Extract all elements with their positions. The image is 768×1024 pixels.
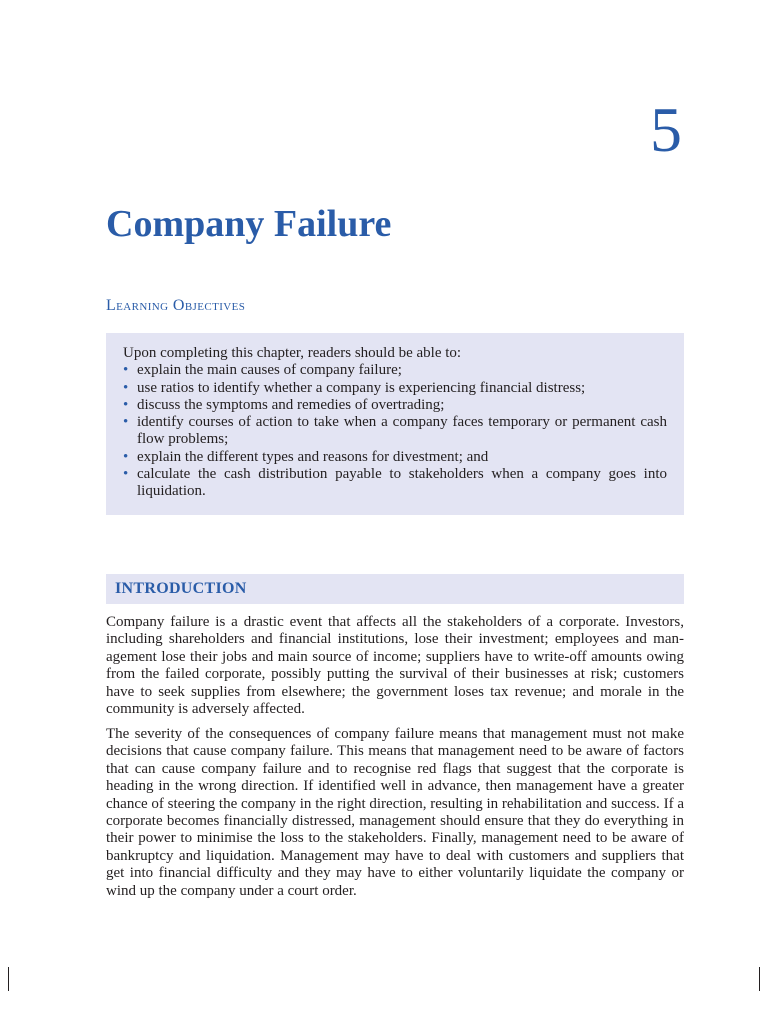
chapter-title: Company Failure xyxy=(106,203,392,245)
bullet-icon: • xyxy=(123,362,129,379)
bullet-icon: • xyxy=(123,448,129,465)
bullet-icon: • xyxy=(123,414,129,431)
body-paragraph-2 xyxy=(106,726,684,900)
chapter-number: 5 xyxy=(650,94,682,165)
body-paragraph-1 xyxy=(106,614,684,718)
introduction-heading: INTRODUCTION xyxy=(115,580,247,597)
paragraph-text: Company failure is a drastic event that affects all the stakeholders of a corporate. Investors, including shareholders and financial institutions, lose their investment; employees and management lose their jobs and main source of income; suppliers have to write-off amounts owing from the failed corporate, possibly putting the survival of their businesses at risk; customers have to seek supplies from elsewhere; the government loses tax revenue; and morale in the community is adversely affected. xyxy=(106,614,684,718)
paragraph-text: The severity of the consequences of company failure means that management must not make decisions that cause company failure. This means that management need to be aware of factors that can cause company failure and to recognise red flags that suggest that the corporate is heading in the wrong direction. If identified well in advance, then management have a greater chance of steering the company in the right direction, resulting in rehabilitation and success. If a corporate becomes financially distressed, management should ensure that they do everything in their power to minimise the loss to the stakeholders. Finally, management need to be aware of bankruptcy and liquidation. Management may have to deal with customers and suppliers that get into financial difficulty and they may have to either voluntarily liquidate the company or wind up the company under a court order. xyxy=(106,726,684,899)
learning-objectives-box xyxy=(106,333,684,515)
bullet-icon: • xyxy=(123,466,129,483)
objective-item: • discuss the symptoms and remedies of overtrading; xyxy=(123,396,445,413)
objective-item: • explain the main causes of company failure; xyxy=(123,362,402,379)
objectives-list xyxy=(123,362,667,500)
bullet-icon: • xyxy=(123,379,129,396)
learning-objectives-heading: Learning Objectives xyxy=(106,297,246,314)
bullet-icon: • xyxy=(123,396,129,413)
objective-item: • use ratios to identify whether a company is experiencing financial distress; xyxy=(123,379,586,396)
crop-mark-right xyxy=(759,967,760,991)
objective-item: • calculate the cash distribution payable to stakeholders when a company goes into liquidation. xyxy=(123,466,667,500)
objective-item: • explain the different types and reasons for divestment; and xyxy=(123,448,489,465)
crop-mark-left xyxy=(8,967,9,991)
introduction-heading-band xyxy=(106,574,684,604)
objective-item: • identify courses of action to take when a company faces temporary or permanent cash flow problems; xyxy=(123,414,667,448)
objectives-intro: Upon completing this chapter, readers should be able to: xyxy=(123,345,462,361)
